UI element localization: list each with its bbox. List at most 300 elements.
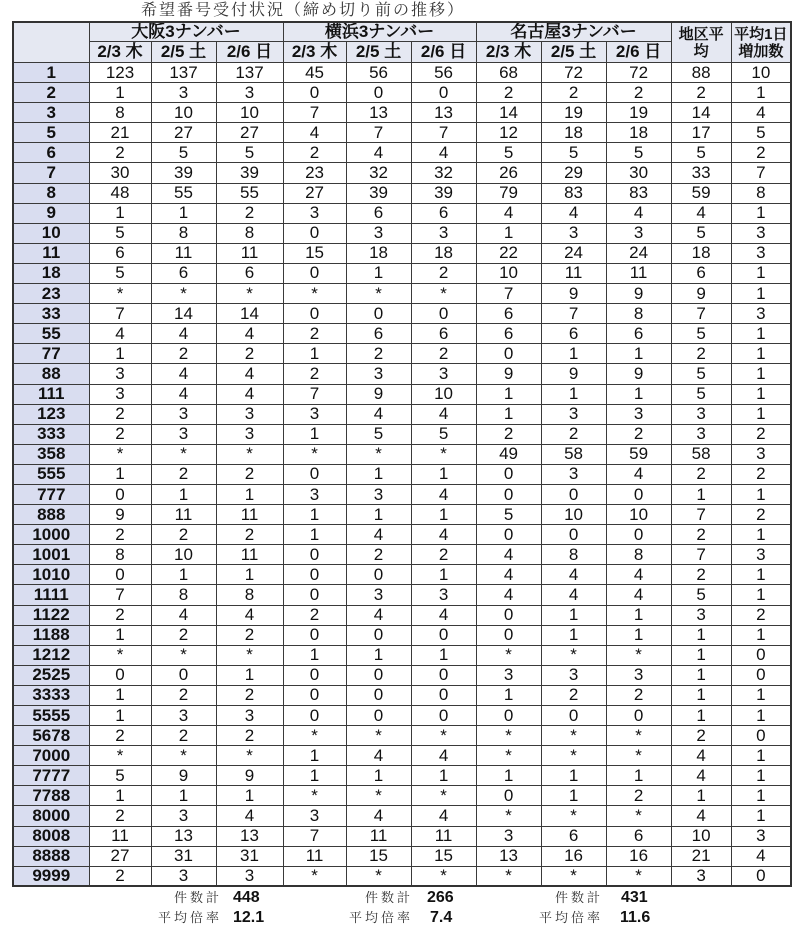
- plate-number-cell: 8888: [13, 846, 89, 866]
- yokohama-0203-count-cell: 4: [283, 123, 346, 143]
- yokohama-0206-count-cell: 0: [411, 685, 476, 705]
- table-row: [13, 304, 791, 324]
- yokohama-0203-count-cell: 0: [283, 706, 346, 726]
- nagoya-0206-count-cell: 24: [606, 243, 671, 263]
- table-row: [13, 163, 791, 183]
- nagoya-0205-count-cell: 72: [541, 63, 606, 83]
- nagoya-0205-count-cell: 6: [541, 826, 606, 846]
- daily-increase-cell: 1: [731, 766, 791, 786]
- daily-increase-cell: 10: [731, 63, 791, 83]
- osaka-0206-count-cell: 3: [216, 83, 283, 103]
- yokohama-0206-count-cell: 6: [411, 324, 476, 344]
- nagoya-0203-count-cell: *: [476, 746, 541, 766]
- nagoya-0205-count-cell: 1: [541, 786, 606, 806]
- table-row: [13, 826, 791, 846]
- nagoya-0205-count-cell: 3: [541, 665, 606, 685]
- nagoya-0203-count-cell: 5: [476, 505, 541, 525]
- osaka-0205-count-cell: 4: [151, 384, 216, 404]
- nagoya-0203-count-cell: 12: [476, 123, 541, 143]
- osaka-0203-count-cell: 2: [89, 143, 151, 163]
- daily-increase-cell: 3: [731, 444, 791, 464]
- nagoya-0206-count-cell: 0: [606, 525, 671, 545]
- yokohama-0205-count-cell: 4: [346, 605, 411, 625]
- page-title: 希望番号受付状況（締め切り前の推移）: [141, 2, 466, 19]
- yokohama-0205-count-cell: 6: [346, 324, 411, 344]
- osaka-0205-count-cell: 2: [151, 344, 216, 364]
- yokohama-0205-count-cell: 2: [346, 545, 411, 565]
- osaka-region-header: 大阪3ナンバー: [89, 22, 283, 42]
- district-average-cell: 6: [671, 263, 731, 283]
- nagoya-0203-count-cell: 4: [476, 203, 541, 223]
- osaka-0206-count-cell: 1: [216, 565, 283, 585]
- district-average-cell: 2: [671, 525, 731, 545]
- yokohama-0203-count-cell: 1: [283, 525, 346, 545]
- plate-number-cell: 1001: [13, 545, 89, 565]
- daily-increase-cell: 7: [731, 163, 791, 183]
- yokohama-0203-count-cell: 1: [283, 344, 346, 364]
- osaka-0203-count-cell: 1: [89, 625, 151, 645]
- daily-increase-cell: 1: [731, 685, 791, 705]
- daily-increase-cell: 0: [731, 665, 791, 685]
- nagoya-average-ratio-value: 11.6: [620, 909, 651, 926]
- table-header: [13, 22, 791, 63]
- yokohama-0203-count-cell: 0: [283, 83, 346, 103]
- osaka-0205-count-cell: 1: [151, 484, 216, 504]
- plate-number-cell: 77: [13, 344, 89, 364]
- osaka-0205-count-cell: 2: [151, 726, 216, 746]
- daily-increase-cell: 1: [731, 525, 791, 545]
- nagoya-0205-count-cell: 4: [541, 565, 606, 585]
- daily-increase-cell: 4: [731, 846, 791, 866]
- plate-number-cell: 1: [13, 63, 89, 83]
- nagoya-0205-count-cell: 3: [541, 223, 606, 243]
- osaka-0205-count-cell: 14: [151, 304, 216, 324]
- daily-increase-cell: 1: [731, 364, 791, 384]
- osaka-0205-count-cell: 2: [151, 525, 216, 545]
- nagoya-0206-count-cell: 18: [606, 123, 671, 143]
- yokohama-0206-count-cell: 3: [411, 223, 476, 243]
- yokohama-0203-count-cell: 23: [283, 163, 346, 183]
- yokohama-0203-count-cell: 7: [283, 384, 346, 404]
- daily-increase-cell: 5: [731, 123, 791, 143]
- osaka-0206-count-cell: 11: [216, 545, 283, 565]
- osaka-0206-count-cell: 2: [216, 685, 283, 705]
- osaka-0205-count-cell: 13: [151, 826, 216, 846]
- osaka-0205-count-cell: 10: [151, 545, 216, 565]
- header-row-regions: [13, 22, 791, 42]
- plate-number-cell: 23: [13, 284, 89, 304]
- nagoya-0206-count-cell: 0: [606, 484, 671, 504]
- nagoya-0203-count-cell: 6: [476, 324, 541, 344]
- nagoya-0203-count-cell: 1: [476, 685, 541, 705]
- osaka-0206-count-cell: 10: [216, 103, 283, 123]
- table-row: [13, 585, 791, 605]
- yokohama-0205-count-cell: 4: [346, 525, 411, 545]
- nagoya-0203-header: 2/3 木: [476, 42, 541, 63]
- osaka-average-ratio-value: 12.1: [233, 909, 265, 926]
- table-row: [13, 404, 791, 424]
- osaka-0205-count-cell: 1: [151, 565, 216, 585]
- table-row: [13, 484, 791, 504]
- table-row: [13, 83, 791, 103]
- yokohama-0205-count-cell: *: [346, 786, 411, 806]
- osaka-0203-count-cell: 3: [89, 384, 151, 404]
- yokohama-0205-count-cell: 1: [346, 766, 411, 786]
- osaka-0203-count-cell: 2: [89, 424, 151, 444]
- district-average-cell: 5: [671, 384, 731, 404]
- osaka-0203-count-cell: *: [89, 746, 151, 766]
- yokohama-0203-count-cell: 0: [283, 565, 346, 585]
- nagoya-0203-count-cell: 4: [476, 545, 541, 565]
- yokohama-total-count-label: 件数計: [364, 890, 413, 905]
- plate-number-cell: 111: [13, 384, 89, 404]
- osaka-0206-count-cell: 11: [216, 505, 283, 525]
- nagoya-0206-count-cell: 3: [606, 665, 671, 685]
- yokohama-region-header: 横浜3ナンバー: [283, 22, 476, 42]
- yokohama-0206-count-cell: 3: [411, 585, 476, 605]
- nagoya-0203-count-cell: 3: [476, 826, 541, 846]
- yokohama-0205-count-cell: 18: [346, 243, 411, 263]
- district-average-cell: 18: [671, 243, 731, 263]
- table-row: [13, 123, 791, 143]
- district-average-cell: 1: [671, 645, 731, 665]
- osaka-0205-count-cell: 2: [151, 625, 216, 645]
- nagoya-0203-count-cell: 4: [476, 565, 541, 585]
- district-average-cell: 1: [671, 706, 731, 726]
- yokohama-0206-count-cell: 56: [411, 63, 476, 83]
- nagoya-0206-count-cell: 8: [606, 304, 671, 324]
- plate-number-cell: 6: [13, 143, 89, 163]
- yokohama-0205-count-cell: 11: [346, 826, 411, 846]
- osaka-0206-count-cell: 4: [216, 384, 283, 404]
- table-row: [13, 444, 791, 464]
- nagoya-0206-count-cell: 11: [606, 263, 671, 283]
- table-row: [13, 746, 791, 766]
- yokohama-0203-header: 2/3 木: [283, 42, 346, 63]
- yokohama-0203-count-cell: 3: [283, 203, 346, 223]
- nagoya-0203-count-cell: 1: [476, 766, 541, 786]
- yokohama-0206-count-cell: 11: [411, 826, 476, 846]
- plate-number-cell: 1010: [13, 565, 89, 585]
- osaka-0206-count-cell: 8: [216, 223, 283, 243]
- osaka-0203-count-cell: 5: [89, 223, 151, 243]
- nagoya-0206-count-cell: 4: [606, 585, 671, 605]
- yokohama-0203-count-cell: 15: [283, 243, 346, 263]
- nagoya-0206-count-cell: 3: [606, 223, 671, 243]
- daily-increase-cell: 1: [731, 806, 791, 826]
- yokohama-0205-count-cell: *: [346, 726, 411, 746]
- yokohama-0206-count-cell: 1: [411, 766, 476, 786]
- district-average-cell: 10: [671, 826, 731, 846]
- district-average-cell: 2: [671, 344, 731, 364]
- nagoya-0205-count-cell: 0: [541, 525, 606, 545]
- osaka-0203-count-cell: 7: [89, 304, 151, 324]
- osaka-0203-count-cell: 2: [89, 404, 151, 424]
- yokohama-0206-count-cell: 4: [411, 143, 476, 163]
- yokohama-0206-count-cell: *: [411, 866, 476, 886]
- osaka-0206-count-cell: 13: [216, 826, 283, 846]
- osaka-0203-count-cell: 7: [89, 585, 151, 605]
- osaka-0203-count-cell: *: [89, 284, 151, 304]
- table-row: [13, 645, 791, 665]
- osaka-0205-count-cell: 10: [151, 103, 216, 123]
- nagoya-0203-count-cell: 1: [476, 223, 541, 243]
- district-average-cell: 2: [671, 565, 731, 585]
- osaka-0206-count-cell: 3: [216, 866, 283, 886]
- yokohama-0203-count-cell: *: [283, 726, 346, 746]
- osaka-0205-count-cell: 2: [151, 464, 216, 484]
- osaka-0203-count-cell: 1: [89, 83, 151, 103]
- osaka-0205-count-cell: 11: [151, 243, 216, 263]
- nagoya-0205-count-cell: 1: [541, 344, 606, 364]
- daily-increase-cell: 3: [731, 223, 791, 243]
- daily-increase-cell: 0: [731, 726, 791, 746]
- nagoya-0203-count-cell: 2: [476, 83, 541, 103]
- district-average-cell: 7: [671, 304, 731, 324]
- yokohama-0206-count-cell: 0: [411, 83, 476, 103]
- yokohama-0206-count-cell: 4: [411, 806, 476, 826]
- yokohama-0203-count-cell: 2: [283, 364, 346, 384]
- yokohama-0205-count-cell: 4: [346, 746, 411, 766]
- nagoya-0205-count-cell: *: [541, 806, 606, 826]
- nagoya-0205-count-cell: 5: [541, 143, 606, 163]
- osaka-0205-count-cell: 1: [151, 203, 216, 223]
- osaka-0206-count-cell: 3: [216, 424, 283, 444]
- osaka-0205-count-cell: *: [151, 444, 216, 464]
- yokohama-0205-count-cell: *: [346, 284, 411, 304]
- plate-number-cell: 10: [13, 223, 89, 243]
- osaka-0203-count-cell: *: [89, 444, 151, 464]
- table-row: [13, 183, 791, 203]
- yokohama-0205-count-cell: 0: [346, 304, 411, 324]
- osaka-0206-count-cell: 2: [216, 203, 283, 223]
- nagoya-0203-count-cell: 1: [476, 384, 541, 404]
- yokohama-0203-count-cell: 0: [283, 685, 346, 705]
- plate-number-cell: 1111: [13, 585, 89, 605]
- nagoya-0203-count-cell: 0: [476, 625, 541, 645]
- osaka-0205-count-cell: *: [151, 645, 216, 665]
- district-average-cell: 21: [671, 846, 731, 866]
- nagoya-0205-count-cell: 24: [541, 243, 606, 263]
- nagoya-0203-count-cell: 68: [476, 63, 541, 83]
- yokohama-0206-count-cell: 0: [411, 665, 476, 685]
- osaka-0203-count-cell: 8: [89, 103, 151, 123]
- yokohama-0205-count-cell: 0: [346, 665, 411, 685]
- nagoya-0203-count-cell: 5: [476, 143, 541, 163]
- yokohama-0205-count-cell: 4: [346, 806, 411, 826]
- daily-increase-cell: 1: [731, 344, 791, 364]
- table-row: [13, 424, 791, 444]
- osaka-0206-count-cell: 4: [216, 324, 283, 344]
- district-average-cell: 33: [671, 163, 731, 183]
- osaka-0205-count-cell: 4: [151, 605, 216, 625]
- osaka-0203-count-cell: 8: [89, 545, 151, 565]
- plate-number-cell: 333: [13, 424, 89, 444]
- nagoya-0203-count-cell: 3: [476, 665, 541, 685]
- osaka-0205-count-cell: 3: [151, 404, 216, 424]
- osaka-0205-count-cell: 3: [151, 866, 216, 886]
- daily-increase-cell: 2: [731, 424, 791, 444]
- nagoya-0205-count-cell: 1: [541, 384, 606, 404]
- table-row: [13, 223, 791, 243]
- osaka-total-count-value: 448: [233, 889, 260, 906]
- osaka-0205-count-cell: 0: [151, 665, 216, 685]
- nagoya-0206-count-cell: 30: [606, 163, 671, 183]
- yokohama-0205-count-cell: 7: [346, 123, 411, 143]
- table-row: [13, 63, 791, 83]
- osaka-0203-header: 2/3 木: [89, 42, 151, 63]
- district-average-cell: 4: [671, 203, 731, 223]
- plate-number-cell: 2525: [13, 665, 89, 685]
- daily-increase-cell: 1: [731, 746, 791, 766]
- yokohama-0203-count-cell: 45: [283, 63, 346, 83]
- district-average-cell: 5: [671, 223, 731, 243]
- osaka-0203-count-cell: 1: [89, 464, 151, 484]
- osaka-0205-count-cell: 31: [151, 846, 216, 866]
- nagoya-0205-count-cell: 4: [541, 203, 606, 223]
- district-average-label: 地区平均: [678, 25, 724, 60]
- plate-number-cell: 5555: [13, 706, 89, 726]
- osaka-0205-count-cell: *: [151, 284, 216, 304]
- plate-number-cell: 777: [13, 484, 89, 504]
- district-average-cell: 1: [671, 484, 731, 504]
- osaka-0206-count-cell: 1: [216, 665, 283, 685]
- daily-increase-cell: 0: [731, 645, 791, 665]
- nagoya-0206-count-cell: 9: [606, 284, 671, 304]
- district-average-cell: 3: [671, 605, 731, 625]
- nagoya-0205-count-cell: 29: [541, 163, 606, 183]
- nagoya-0205-count-cell: *: [541, 726, 606, 746]
- plate-number-cell: 5678: [13, 726, 89, 746]
- nagoya-0205-count-cell: 0: [541, 706, 606, 726]
- nagoya-0206-count-cell: 1: [606, 384, 671, 404]
- osaka-0206-count-cell: 9: [216, 766, 283, 786]
- osaka-0203-count-cell: 5: [89, 766, 151, 786]
- table-row: [13, 364, 791, 384]
- osaka-0205-count-cell: 39: [151, 163, 216, 183]
- table-row: [13, 625, 791, 645]
- osaka-0206-count-cell: 1: [216, 786, 283, 806]
- nagoya-0205-count-cell: 1: [541, 625, 606, 645]
- district-average-cell: 5: [671, 324, 731, 344]
- osaka-0205-count-cell: 4: [151, 324, 216, 344]
- nagoya-0203-count-cell: 0: [476, 706, 541, 726]
- district-average-cell: 4: [671, 806, 731, 826]
- osaka-0206-count-cell: 3: [216, 404, 283, 424]
- nagoya-0205-count-cell: *: [541, 746, 606, 766]
- osaka-0203-count-cell: 11: [89, 826, 151, 846]
- daily-increase-cell: 2: [731, 464, 791, 484]
- osaka-0205-count-cell: 5: [151, 143, 216, 163]
- plate-number-cell: 358: [13, 444, 89, 464]
- yokohama-0205-count-cell: 15: [346, 846, 411, 866]
- nagoya-0205-count-cell: 8: [541, 545, 606, 565]
- nagoya-0203-count-cell: 6: [476, 304, 541, 324]
- district-average-cell: 9: [671, 284, 731, 304]
- osaka-0203-count-cell: 48: [89, 183, 151, 203]
- plate-number-cell: 3333: [13, 685, 89, 705]
- plate-number-cell: 7: [13, 163, 89, 183]
- osaka-0205-count-cell: 27: [151, 123, 216, 143]
- yokohama-0206-count-cell: 13: [411, 103, 476, 123]
- nagoya-0203-count-cell: 2: [476, 424, 541, 444]
- nagoya-0206-count-cell: 4: [606, 565, 671, 585]
- osaka-0206-count-cell: *: [216, 645, 283, 665]
- daily-increase-cell: 3: [731, 304, 791, 324]
- yokohama-0203-count-cell: *: [283, 284, 346, 304]
- plate-number-cell: 33: [13, 304, 89, 324]
- yokohama-0206-count-cell: 2: [411, 344, 476, 364]
- district-average-cell: 59: [671, 183, 731, 203]
- table-row: [13, 846, 791, 866]
- nagoya-average-ratio-label: 平均倍率: [538, 910, 603, 925]
- nagoya-0206-count-cell: *: [606, 726, 671, 746]
- nagoya-0206-count-cell: 9: [606, 364, 671, 384]
- osaka-0206-count-cell: *: [216, 444, 283, 464]
- osaka-0205-count-cell: 9: [151, 766, 216, 786]
- nagoya-0206-count-cell: 1: [606, 766, 671, 786]
- yokohama-0203-count-cell: 3: [283, 404, 346, 424]
- osaka-average-ratio-label: 平均倍率: [157, 910, 222, 925]
- yokohama-0206-count-cell: 6: [411, 203, 476, 223]
- osaka-0203-count-cell: 123: [89, 63, 151, 83]
- nagoya-0206-count-cell: 72: [606, 63, 671, 83]
- osaka-0205-count-cell: 137: [151, 63, 216, 83]
- nagoya-0206-count-cell: 19: [606, 103, 671, 123]
- nagoya-0205-count-cell: 11: [541, 263, 606, 283]
- plate-number-cell: 1122: [13, 605, 89, 625]
- osaka-0206-count-cell: *: [216, 284, 283, 304]
- nagoya-0206-count-cell: 8: [606, 545, 671, 565]
- yokohama-0203-count-cell: 27: [283, 183, 346, 203]
- table-row: [13, 464, 791, 484]
- osaka-0205-count-cell: 3: [151, 806, 216, 826]
- nagoya-0206-count-cell: 3: [606, 404, 671, 424]
- yokohama-0205-count-cell: 5: [346, 424, 411, 444]
- yokohama-0206-count-cell: 1: [411, 464, 476, 484]
- nagoya-0205-count-cell: 4: [541, 585, 606, 605]
- yokohama-0206-count-cell: 1: [411, 645, 476, 665]
- district-average-cell: 2: [671, 464, 731, 484]
- yokohama-0203-count-cell: *: [283, 866, 346, 886]
- nagoya-0205-count-cell: *: [541, 645, 606, 665]
- table-row: [13, 786, 791, 806]
- nagoya-0205-count-cell: 83: [541, 183, 606, 203]
- osaka-0206-count-cell: 31: [216, 846, 283, 866]
- osaka-0206-count-cell: *: [216, 746, 283, 766]
- yokohama-0205-count-cell: *: [346, 866, 411, 886]
- yokohama-0203-count-cell: 2: [283, 143, 346, 163]
- osaka-0203-count-cell: 0: [89, 665, 151, 685]
- osaka-0206-count-cell: 4: [216, 364, 283, 384]
- nagoya-0205-count-cell: 1: [541, 605, 606, 625]
- nagoya-0205-count-cell: 19: [541, 103, 606, 123]
- yokohama-0206-count-cell: 0: [411, 706, 476, 726]
- yokohama-0205-count-cell: *: [346, 444, 411, 464]
- nagoya-0205-count-cell: 2: [541, 685, 606, 705]
- daily-increase-cell: 3: [731, 243, 791, 263]
- nagoya-0206-count-cell: 10: [606, 505, 671, 525]
- yokohama-0206-count-cell: *: [411, 284, 476, 304]
- yokohama-0203-count-cell: 7: [283, 103, 346, 123]
- osaka-0206-count-cell: 8: [216, 585, 283, 605]
- osaka-0203-count-cell: 6: [89, 243, 151, 263]
- daily-increase-cell: 4: [731, 103, 791, 123]
- table-row: [13, 806, 791, 826]
- nagoya-0203-count-cell: 13: [476, 846, 541, 866]
- district-average-cell: 58: [671, 444, 731, 464]
- osaka-0206-count-cell: 2: [216, 726, 283, 746]
